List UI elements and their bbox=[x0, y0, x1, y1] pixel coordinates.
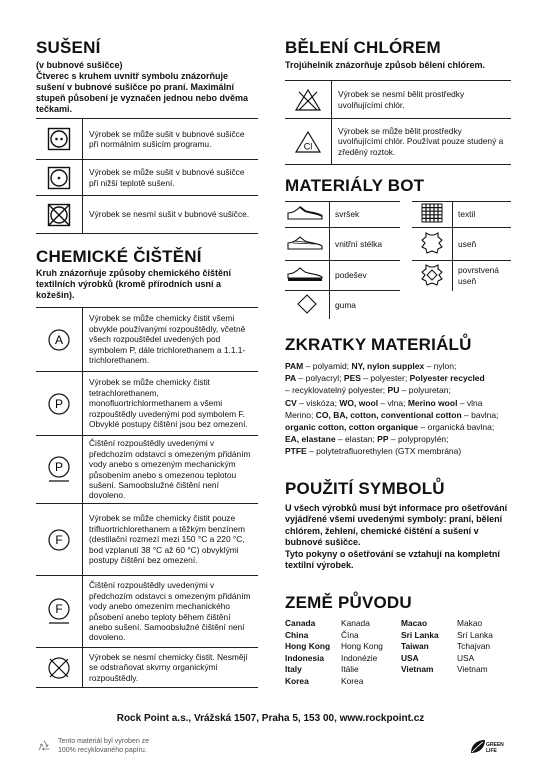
abbr-run: Merino; bbox=[285, 409, 316, 420]
abbr-run: CO, BA, cotton, conventional cotton bbox=[315, 409, 462, 420]
eco-note bbox=[36, 738, 168, 755]
abbr-run: PTFE bbox=[285, 446, 307, 457]
table-row bbox=[285, 81, 511, 119]
drying-lead bbox=[36, 60, 258, 115]
svg-text:F: F bbox=[55, 601, 63, 616]
list-item bbox=[285, 618, 401, 630]
leather-hide-icon bbox=[420, 231, 444, 255]
dryclean-lead: Kruh znázorňuje způsoby chemického čištění textilních výrobků (kromě přírodních usní a kožešin). bbox=[36, 268, 232, 300]
list-item bbox=[401, 630, 517, 642]
abbr-line bbox=[285, 421, 515, 433]
table-row bbox=[412, 228, 511, 261]
list-item bbox=[401, 641, 517, 653]
footer-address: Rock Point a.s., Vrážská 1507, Praha 5, 153 00, www.rockpoint.cz bbox=[116, 713, 425, 724]
abbr-title: ZKRATKY MATERIÁLŮ bbox=[285, 335, 472, 354]
dryclean-gentle-icon bbox=[46, 597, 72, 627]
table-row bbox=[36, 648, 258, 688]
abbr-run: WO, wool bbox=[339, 397, 379, 408]
abbr-run: – vlna bbox=[457, 397, 483, 408]
usage-paragraph: U všech výrobků musí být informace pro ošetřování vyjádřené všemi uvedenými symboly: praní, bělení chlórem, žehlení, chemické čištění a sušení v bubnové sušičce. bbox=[285, 503, 508, 548]
do-not-dryclean-icon bbox=[47, 656, 71, 680]
dryclean-row-text: Výrobek se může chemicky čistit všemi obvykle používanými rozpouštědly, včetně všech rozpouštědel uvedených pod symbolem P, dále trichlorethanem a 1.1.1-trichlorethanem. bbox=[83, 308, 259, 372]
shoe-material-label: guma bbox=[330, 291, 401, 319]
origin-list-1 bbox=[285, 618, 401, 688]
country-english: Vietnam bbox=[401, 664, 434, 675]
drying-row-text: Výrobek se nesmí sušit v bubnové sušičce. bbox=[83, 196, 259, 234]
abbr-line bbox=[285, 409, 515, 421]
do-not-bleach-icon bbox=[294, 88, 322, 112]
country-czech: Hong Kong bbox=[341, 641, 383, 652]
abbr-run: PAM bbox=[285, 361, 304, 371]
drying-subtitle: (v bubnové sušičce) bbox=[36, 60, 123, 70]
shoe-material-label: povrstvená useň bbox=[453, 261, 512, 291]
tumble-dry-normal-icon bbox=[47, 127, 71, 151]
drying-row-text: Výrobek se může sušit v bubnové sušičce při normálním sušicím programu. bbox=[83, 119, 259, 160]
usage-paragraph: Tyto pokyny o ošetřování se vztahují na kompletní textilní výrobek. bbox=[285, 548, 500, 571]
abbr-line bbox=[285, 384, 515, 396]
list-item bbox=[285, 630, 401, 642]
shoe-material-label: useň bbox=[453, 228, 512, 261]
drying-title: SUŠENÍ bbox=[36, 38, 101, 57]
country-czech: Tchajvan bbox=[457, 641, 491, 652]
country-english: USA bbox=[401, 652, 419, 663]
table-row bbox=[285, 228, 400, 261]
origin-list-2 bbox=[401, 618, 517, 676]
list-item bbox=[401, 664, 517, 676]
country-english: Sri Lanka bbox=[401, 629, 439, 640]
country-english: Hong Kong bbox=[285, 641, 331, 652]
do-not-tumble-dry-icon bbox=[47, 203, 71, 227]
abbr-run: PES bbox=[343, 373, 361, 384]
svg-text:A: A bbox=[54, 332, 64, 347]
country-czech: Itálie bbox=[341, 664, 359, 675]
abbr-run: – polyamid; bbox=[303, 361, 352, 371]
recycle-icon bbox=[36, 739, 52, 755]
abbr-run: – polyacryl; bbox=[296, 373, 344, 384]
coated-leather-icon bbox=[420, 263, 444, 287]
svg-text:Cl: Cl bbox=[303, 141, 313, 151]
table-row bbox=[36, 196, 258, 234]
list-item bbox=[401, 618, 517, 630]
table-row bbox=[412, 202, 511, 228]
textile-grid-icon bbox=[421, 203, 443, 223]
shoe-sole-icon bbox=[285, 264, 325, 284]
list-item bbox=[285, 653, 401, 665]
abbr-line bbox=[285, 445, 515, 457]
svg-text:P: P bbox=[54, 459, 64, 474]
usage-title: POUŽITÍ SYMBOLŮ bbox=[285, 479, 445, 498]
svg-text:P: P bbox=[54, 396, 64, 411]
abbr-run: Merino wool bbox=[407, 397, 458, 408]
country-czech: Kanada bbox=[341, 618, 370, 628]
bleach-row-text: Výrobek se může bělit prostředky uvolňujícími chlór. Používat pouze studený a zředěný roztok. bbox=[332, 119, 512, 165]
origin-title: ZEMĚ PŮVODU bbox=[285, 593, 412, 612]
shoe-lining-icon bbox=[285, 233, 325, 253]
abbr-run: – vlna; bbox=[378, 397, 408, 408]
shoe-material-label: svršek bbox=[330, 202, 401, 228]
list-item bbox=[401, 653, 517, 665]
dryclean-letter-icon bbox=[47, 328, 71, 352]
shoe-upper-icon bbox=[285, 203, 325, 223]
bleach-title: BĚLENÍ CHLÓREM bbox=[285, 38, 441, 57]
abbr-run: NY, nylon supplex bbox=[351, 361, 425, 371]
country-english: Taiwan bbox=[401, 641, 429, 652]
country-english: Canada bbox=[285, 618, 316, 628]
dryclean-row-text: Čištění rozpouštědly uvedenými v předchozím odstavci s omezeným přidáním vody anebo s omezeným mechanickým působením anebo s omezenou teplotou sušení. Samoobslužné čištění není dovoleno. bbox=[83, 436, 259, 504]
table-row bbox=[36, 576, 258, 648]
country-english: Korea bbox=[285, 675, 309, 686]
dryclean-letter-icon bbox=[47, 392, 71, 416]
tumble-dry-low-icon bbox=[47, 166, 71, 190]
shoe-material-label: vnitřní stélka bbox=[330, 228, 401, 261]
country-english: Macao bbox=[401, 618, 428, 628]
table-row bbox=[36, 119, 258, 160]
abbr-run: – polyuretan; bbox=[399, 385, 451, 396]
table-row bbox=[36, 436, 258, 504]
country-czech: Srí Lanka bbox=[457, 629, 493, 640]
table-row bbox=[36, 372, 258, 436]
drying-description: Čtverec s kruhem uvnitř symbolu znázorňuje sušení v bubnové sušičce po praní. Maximální stupeň působení je vyznačen jednou nebo dvěma tečkami. bbox=[36, 71, 249, 114]
dryclean-row-text: Výrobek se může chemicky čistit tetrachlorethanem, monofluortrichlormethanem a všemi rozpouštědly uvedenými pod symbolem F. Obvyklé postupy čištění jsou bez omezení. bbox=[83, 372, 259, 436]
drying-table bbox=[36, 118, 258, 234]
abbr-run: – nylon; bbox=[424, 361, 457, 371]
country-english: Italy bbox=[285, 664, 302, 675]
abbr-run: – polytetrafluorethylen (GTX membrána) bbox=[306, 446, 462, 457]
abbr-run: – bavlna; bbox=[461, 409, 499, 420]
table-row bbox=[36, 308, 258, 372]
shoe-material-label: textil bbox=[453, 202, 512, 228]
shoes-title: MATERIÁLY BOT bbox=[285, 176, 425, 195]
dryclean-table bbox=[36, 307, 258, 688]
country-english: China bbox=[285, 629, 309, 640]
abbr-run: – polypropylén; bbox=[388, 434, 449, 445]
abbr-line bbox=[285, 397, 515, 409]
table-row bbox=[412, 261, 511, 291]
svg-text:F: F bbox=[55, 532, 63, 547]
table-row bbox=[285, 202, 400, 228]
country-czech: USA bbox=[457, 652, 475, 663]
abbr-run: PU bbox=[387, 385, 400, 396]
dryclean-letter-icon bbox=[47, 528, 71, 552]
abbr-run: PP bbox=[377, 434, 389, 445]
bleach-lead: Trojúhelník znázorňuje způsob bělení chlórem. bbox=[285, 60, 486, 70]
abbr-run: – elastan; bbox=[335, 434, 378, 445]
table-row bbox=[36, 504, 258, 576]
eco-text: Tento materiál byl vyroben ze 100% recyklovaného papíru. bbox=[58, 738, 150, 754]
abbr-run: EA, elastane bbox=[285, 434, 336, 445]
bleach-row-text: Výrobek se nesmí bělit prostředky uvolňujícími chlór. bbox=[332, 81, 512, 119]
abbr-line bbox=[285, 433, 515, 445]
dryclean-row-text: Čištění rozpouštědly uvedenými v předchozím odstavci s omezeným přidáním vody anebo omezením mechanického působení anebo teploty během čištění anebo sušení. Samoobslužné čištění není dovoleno. bbox=[83, 576, 259, 648]
abbr-run: organic cotton, cotton organique bbox=[285, 422, 419, 433]
abbr-run: Polyester recycled bbox=[409, 373, 485, 384]
dryclean-row-text: Výrobek se nesmí chemicky čistit. Nesmějí se odstraňovat skvrny organickými rozpouštědly. bbox=[83, 648, 259, 688]
abbr-run: CV bbox=[285, 397, 297, 408]
abbr-list bbox=[285, 360, 515, 458]
shoe-material-label: podešev bbox=[330, 261, 401, 291]
table-row bbox=[285, 119, 511, 165]
abbr-line bbox=[285, 360, 515, 372]
dryclean-gentle-icon bbox=[46, 455, 72, 485]
dryclean-title: CHEMICKÉ ČIŠTĚNÍ bbox=[36, 247, 202, 266]
abbr-run: – organická bavlna; bbox=[418, 422, 495, 433]
table-row bbox=[285, 261, 400, 291]
list-item bbox=[285, 641, 401, 653]
country-czech: Indonézie bbox=[341, 652, 378, 663]
abbr-run: PA bbox=[285, 373, 297, 384]
rubber-diamond-icon bbox=[296, 293, 318, 315]
table-row bbox=[285, 291, 400, 319]
drying-row-text: Výrobek se může sušit v bubnové sušičce při nižší teplotě sušení. bbox=[83, 160, 259, 196]
country-english: Indonesia bbox=[285, 652, 325, 663]
abbr-run: – polyester; bbox=[360, 373, 410, 384]
usage-text bbox=[285, 503, 511, 571]
abbr-run: – viskóza; bbox=[296, 397, 340, 408]
table-row bbox=[36, 160, 258, 196]
shoe-materials-left bbox=[285, 201, 400, 319]
country-czech: Vietnam bbox=[457, 664, 488, 675]
shoe-materials-right bbox=[412, 201, 511, 291]
abbr-line bbox=[285, 372, 515, 384]
dryclean-row-text: Výrobek se může chemicky čistit pouze trifluortrichlorethanem a těžkým benzínem (destilační rozmezí mezi 150 °C a 220 °C, bod vzplanutí 38 °C až 60 °C) obvyklými postupy čištění bez omezení. bbox=[83, 504, 259, 576]
abbr-run: – recyklovatelný polyester; bbox=[285, 385, 388, 396]
list-item bbox=[285, 676, 401, 688]
country-czech: Čína bbox=[341, 629, 359, 640]
list-item bbox=[285, 664, 401, 676]
chlorine-bleach-icon bbox=[294, 130, 322, 154]
country-czech: Makao bbox=[457, 618, 483, 628]
bleach-table bbox=[285, 80, 511, 165]
country-czech: Korea bbox=[341, 675, 364, 686]
